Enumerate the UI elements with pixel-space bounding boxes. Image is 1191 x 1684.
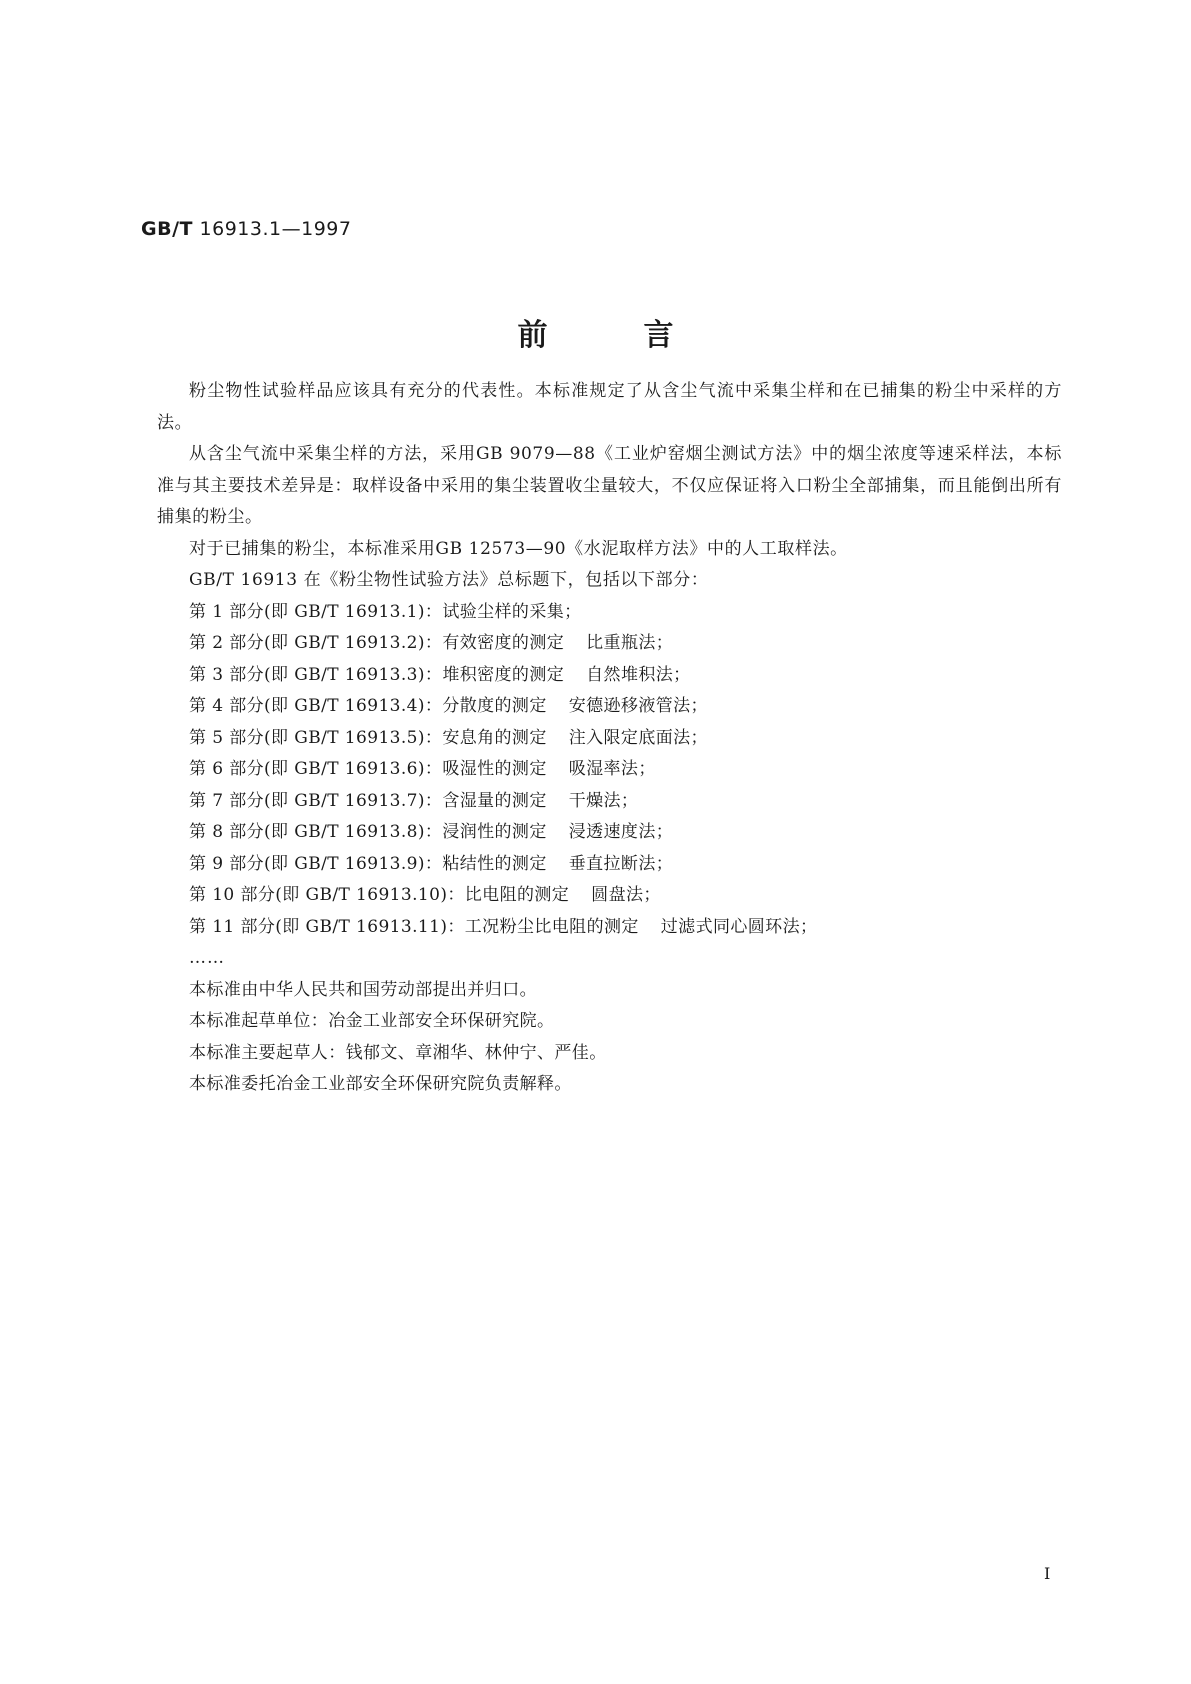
paragraph-method: 从含尘气流中采集尘样的方法，采用GB 9079—88《工业炉窑烟尘测试方法》中的烟尘浓度等速采样法，本标准与其主要技术差异是：取样设备中采用的集尘装置收尘量较大，不仅应保证将入口粉尘全部捕集，而且能倒出所有捕集的粉尘。 bbox=[157, 444, 1062, 527]
list-item: 第 1 部分(即 GB/T 16913.1)：试验尘样的采集； bbox=[189, 601, 582, 622]
list-item: 第 11 部分(即 GB/T 16913.11)：工况粉尘比电阻的测定 过滤式同心圆环法； bbox=[189, 916, 818, 937]
page-number: I bbox=[1044, 1564, 1051, 1583]
list-item: 第 6 部分(即 GB/T 16913.6)：吸湿性的测定 吸湿率法； bbox=[189, 759, 656, 779]
page-title bbox=[0, 310, 1191, 354]
foreword-body bbox=[157, 376, 1062, 1101]
closing-list bbox=[157, 975, 1062, 1101]
title-char-1: 前 bbox=[517, 318, 548, 353]
title-char-2: 言 bbox=[643, 318, 674, 353]
paragraph-collected-dust: 对于已捕集的粉尘，本标准采用GB 12573—90《水泥取样方法》中的人工取样法。 bbox=[189, 538, 848, 559]
list-item: 第 4 部分(即 GB/T 16913.4)：分散度的测定 安德逊移液管法； bbox=[189, 696, 708, 716]
parts-list bbox=[157, 597, 1062, 944]
paragraph-intro: 粉尘物性试验样品应该具有充分的代表性。本标准规定了从含尘气流中采集尘样和在已捕集的粉尘中采样的方法。 bbox=[157, 381, 1062, 433]
list-item: 第 8 部分(即 GB/T 16913.8)：浸润性的测定 浸透速度法； bbox=[189, 822, 674, 842]
list-item: 第 7 部分(即 GB/T 16913.7)：含湿量的测定 干燥法； bbox=[189, 790, 639, 811]
closing-drafters: 本标准主要起草人：钱郁文、章湘华、林仲宁、严佳。 bbox=[189, 1042, 607, 1063]
paragraph-parts-intro: GB/T 16913 在《粉尘物性试验方法》总标题下，包括以下部分： bbox=[189, 570, 709, 590]
closing-interpretation: 本标准委托冶金工业部安全环保研究院负责解释。 bbox=[189, 1074, 572, 1094]
list-item: 第 3 部分(即 GB/T 16913.3)：堆积密度的测定 自然堆积法； bbox=[189, 664, 691, 685]
list-item: 第 10 部分(即 GB/T 16913.10)：比电阻的测定 圆盘法； bbox=[189, 885, 661, 905]
standard-code: 16913.1—1997 bbox=[199, 218, 352, 240]
standard-number bbox=[141, 218, 351, 240]
standard-prefix: GB/T bbox=[141, 218, 193, 240]
list-item: 第 5 部分(即 GB/T 16913.5)：安息角的测定 注入限定底面法； bbox=[189, 727, 708, 748]
closing-proposer: 本标准由中华人民共和国劳动部提出并归口。 bbox=[189, 979, 537, 1000]
list-item: 第 9 部分(即 GB/T 16913.9)：粘结性的测定 垂直拉断法； bbox=[189, 853, 674, 874]
ellipsis: …… bbox=[189, 948, 225, 968]
closing-drafting-unit: 本标准起草单位：冶金工业部安全环保研究院。 bbox=[189, 1011, 555, 1031]
list-item: 第 2 部分(即 GB/T 16913.2)：有效密度的测定 比重瓶法； bbox=[189, 633, 674, 653]
